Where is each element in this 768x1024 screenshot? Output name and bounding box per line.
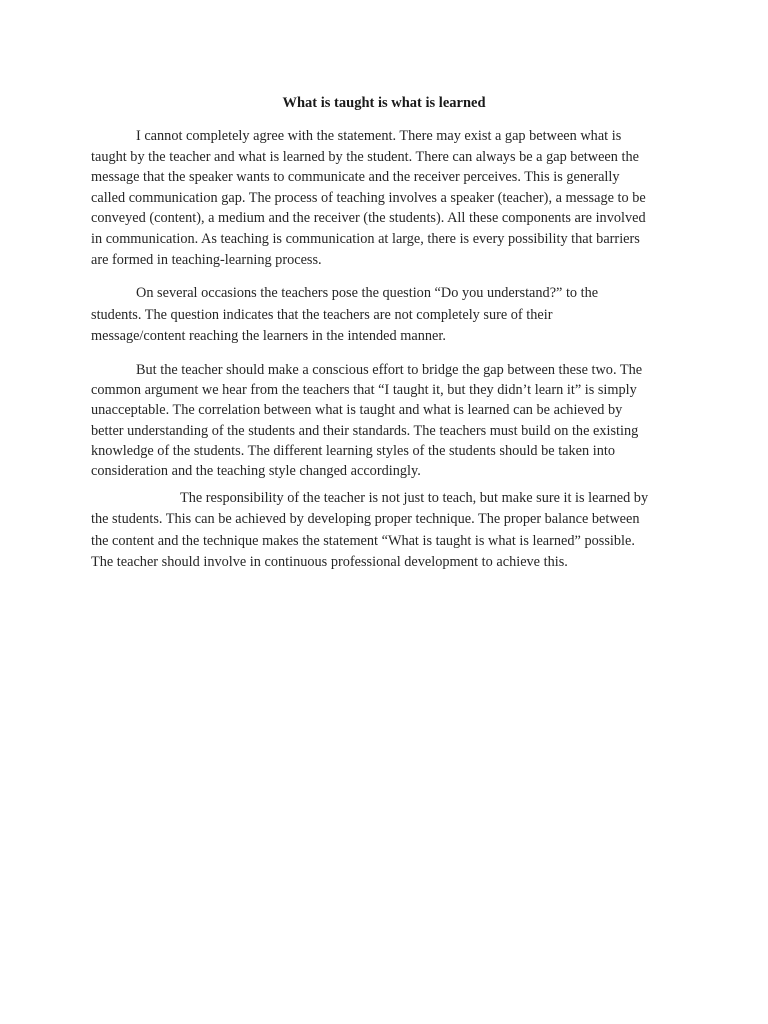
paragraph-line: in communication. As teaching is communication at large, there is every possibility that barriers <box>91 230 640 247</box>
paragraph-4 <box>91 488 691 573</box>
paragraph-line: I cannot completely agree with the statement. There may exist a gap between what is <box>136 128 622 144</box>
paragraph-line: better understanding of the students and their standards. The teachers must build on the existing <box>91 422 639 439</box>
paragraph-line: are formed in teaching-learning process. <box>91 251 322 268</box>
paragraph-line: consideration and the teaching style changed accordingly. <box>91 463 421 480</box>
paragraph-line: The teacher should involve in continuous professional development to achieve this. <box>91 553 568 570</box>
paragraph-line: taught by the teacher and what is learned by the student. There can always be a gap between the <box>91 148 639 165</box>
paragraph-line: The responsibility of the teacher is not just to teach, but make sure it is learned by <box>180 490 649 506</box>
document-title: What is taught is what is learned <box>282 95 486 111</box>
paragraph-line: common argument we hear from the teachers that “I taught it, but they didn’t learn it” is simply <box>91 382 637 399</box>
paragraph-line: called communication gap. The process of teaching involves a speaker (teacher), a message to be <box>91 189 646 206</box>
paragraph-line: students. The question indicates that the teachers are not completely sure of their <box>91 306 553 323</box>
paragraph-line: the students. This can be achieved by developing proper technique. The proper balance between <box>91 511 640 528</box>
paragraph-2 <box>91 283 691 348</box>
paragraph-line: conveyed (content), a medium and the receiver (the students). All these components are involved <box>91 210 646 227</box>
paragraph-line: message that the speaker wants to communicate and the receiver perceives. This is generally <box>91 169 620 186</box>
paragraph-line: But the teacher should make a conscious effort to bridge the gap between these two. The <box>136 362 643 378</box>
paragraph-1 <box>91 126 691 270</box>
paragraph-line: message/content reaching the learners in the intended manner. <box>91 328 446 344</box>
paragraph-line: On several occasions the teachers pose the question “Do you understand?” to the <box>136 285 599 301</box>
paragraph-line: unacceptable. The correlation between what is taught and what is learned can be achieved by <box>91 402 623 419</box>
paragraph-line: knowledge of the students. The different learning styles of the students should be taken into <box>91 442 615 459</box>
paragraph-line: the content and the technique makes the statement “What is taught is what is learned” possible. <box>91 532 635 549</box>
paragraph-3 <box>91 360 691 481</box>
